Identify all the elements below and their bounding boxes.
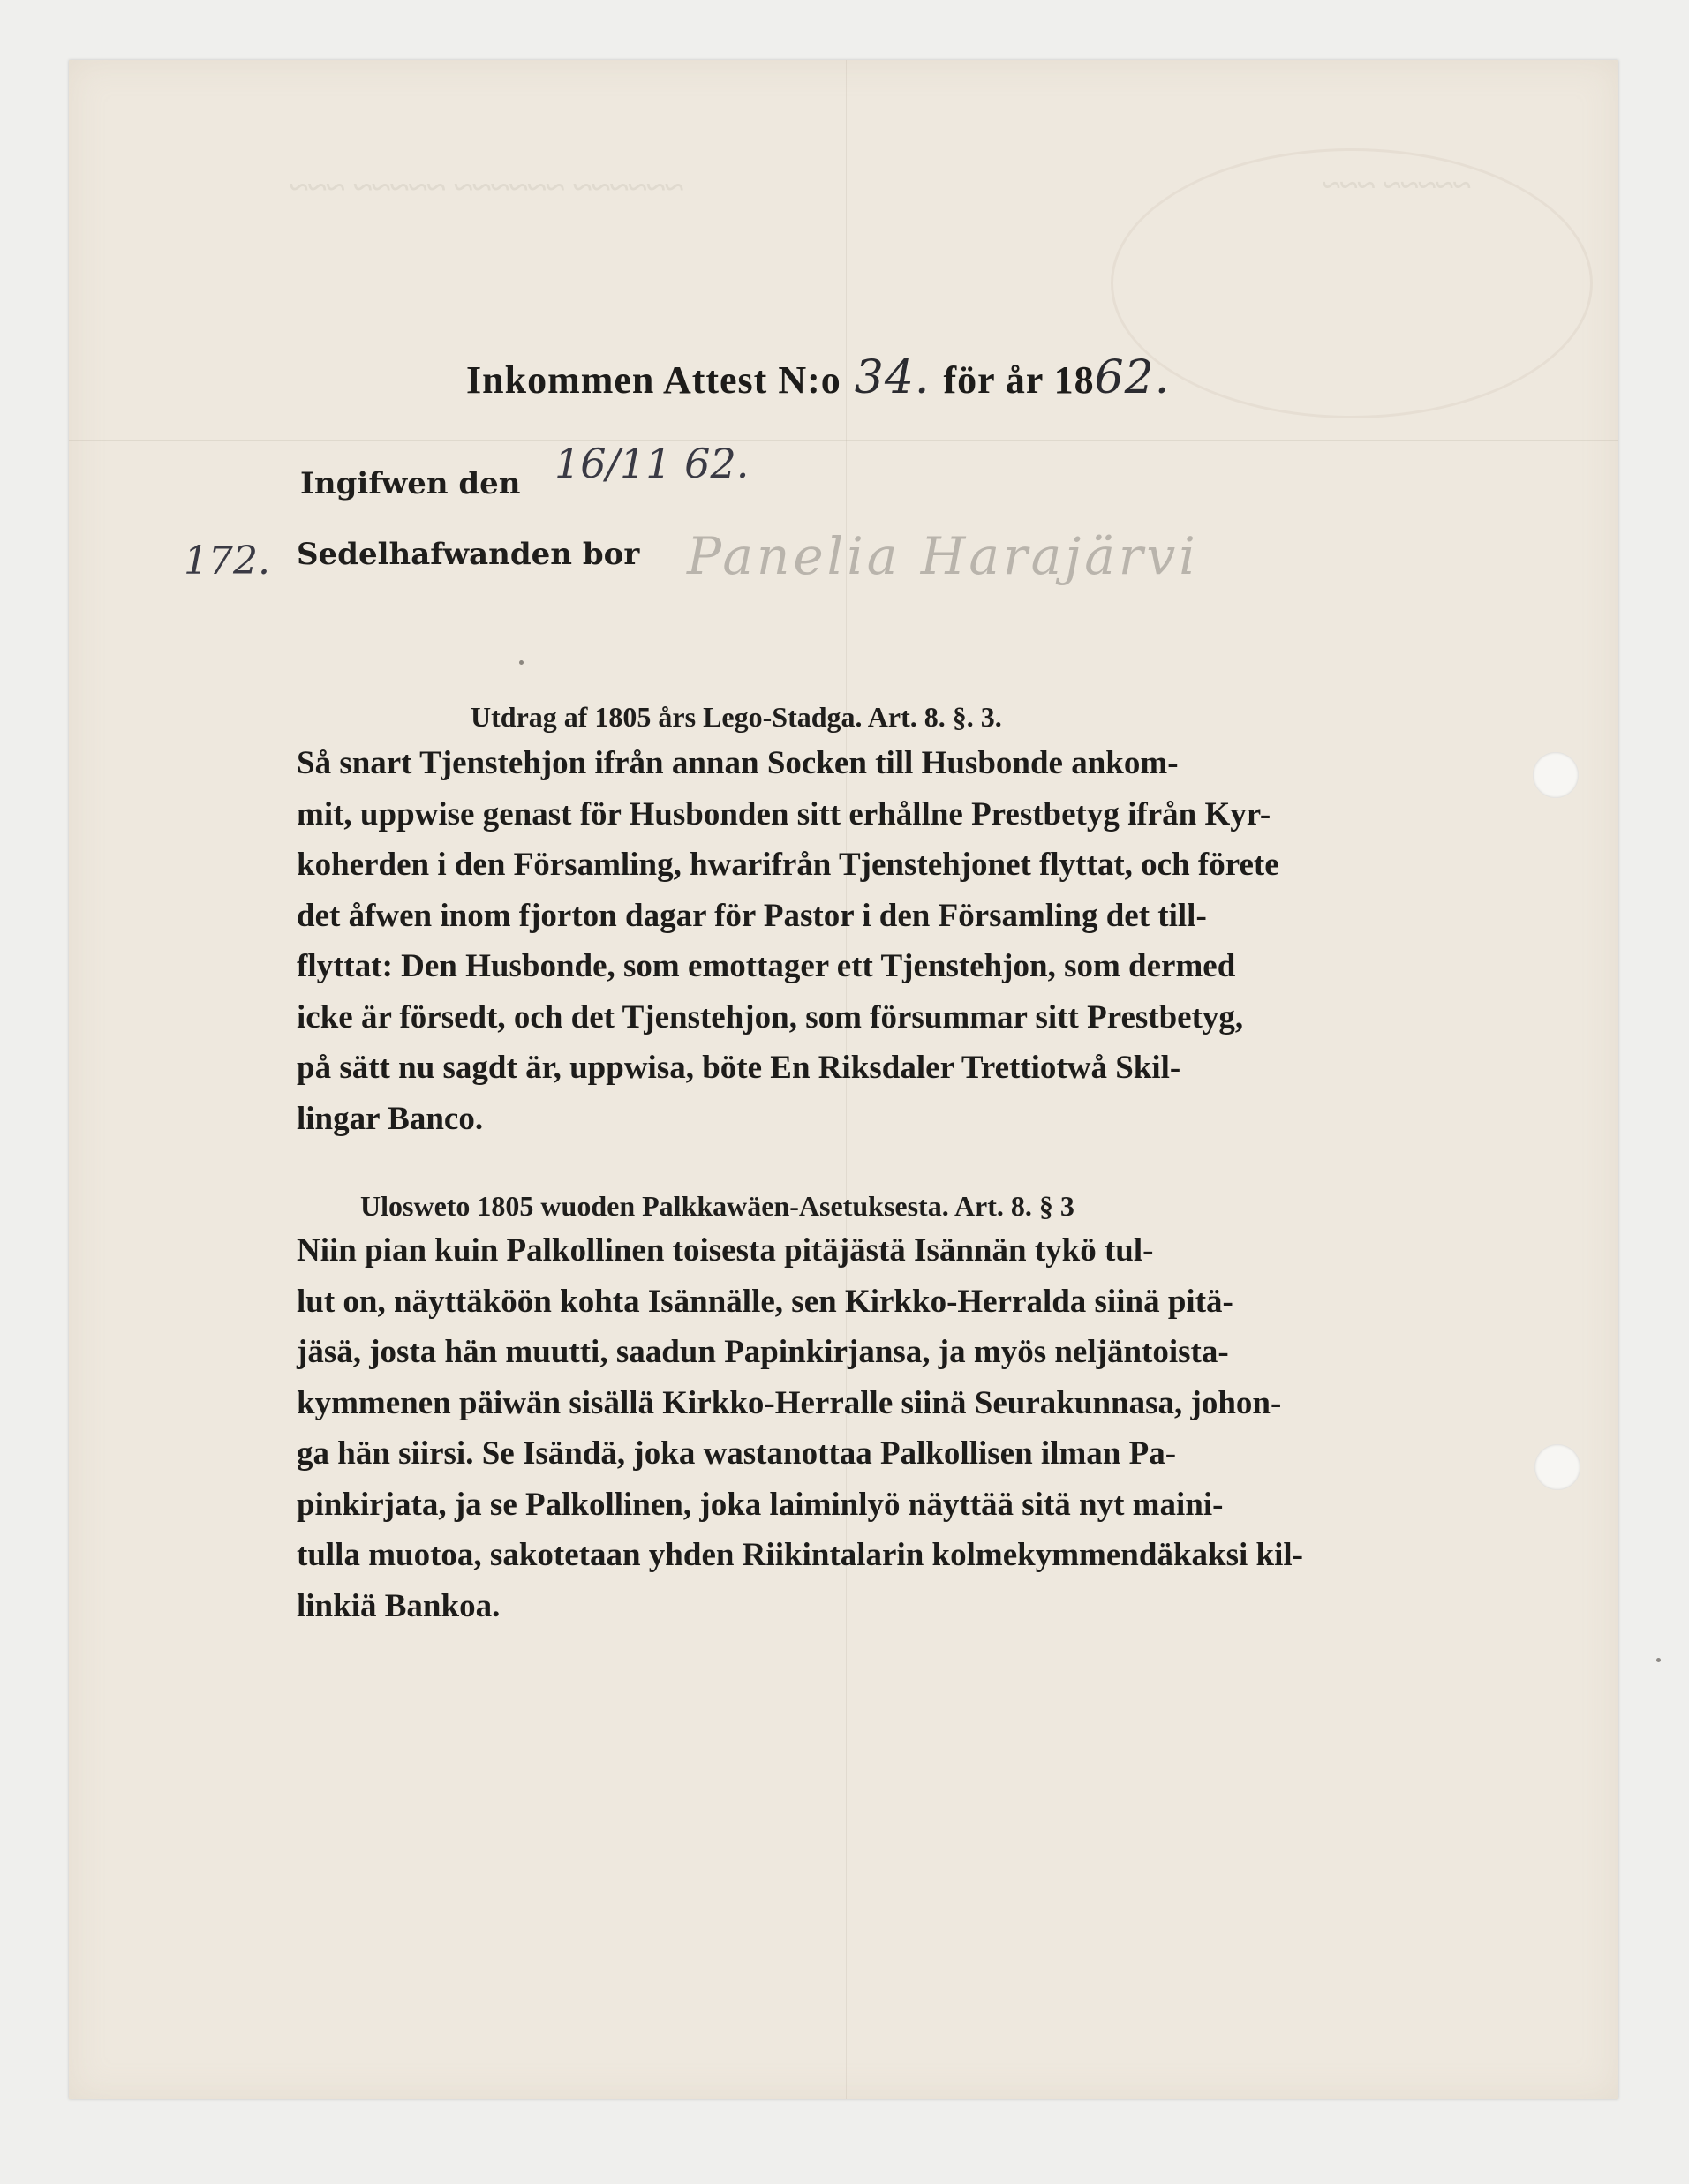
text-line: koherden i den Församling, hwarifrån Tjenstehjonet flyttat, och förete (297, 847, 1279, 883)
text-line: mit, uppwise genast för Husbonden sitt erhållne Prestbetyg ifrån Kyr- (297, 795, 1271, 832)
text-line: Så snart Tjenstehjon ifrån annan Socken till Husbonde ankom- (297, 745, 1179, 781)
text-line: pinkirjata, ja se Palkollinen, joka laiminlyö näyttää sitä nyt maini- (297, 1486, 1224, 1523)
text-line: kymmenen päiwän sisällä Kirkko-Herralle siinä Seurakunnasa, johon- (297, 1384, 1282, 1421)
text-line: ga hän siirsi. Se Isändä, joka wastanottaa Palkollisen ilman Pa- (297, 1435, 1177, 1472)
swedish-extract-body (297, 738, 1279, 1144)
text-line: tulla muotoa, sakotetaan yhden Riikintalarin kolmekymmendäkaksi kil- (297, 1537, 1303, 1573)
swedish-extract-heading: Utdrag af 1805 års Lego-Stadga. Art. 8. §. 3. (471, 701, 1002, 733)
ingifwen-date-handwritten: 16/11 62. (554, 440, 750, 487)
finnish-extract-heading: Ulosweto 1805 wuoden Palkkawäen-Asetuksesta. Art. 8. § 3 (360, 1190, 1074, 1222)
text-line: Niin pian kuin Palkollinen toisesta pitäjästä Isännän tykö tul- (297, 1232, 1154, 1269)
ingifwen-label: Ingifwen den (300, 466, 521, 501)
bleed-through-text: ~~~~~~ ~~~~~~ ~~~~~ ~~~ (290, 167, 684, 207)
margin-number-handwritten: 172. (184, 538, 270, 584)
text-line: flyttat: Den Husbonde, som emottager ett Tjenstehjon, som dermed (297, 948, 1236, 984)
text-line: lingar Banco. (297, 1100, 484, 1137)
bleed-through-text: ~~~~~ ~~~ (1323, 167, 1471, 204)
document-sheet (69, 60, 1618, 2099)
form-title (466, 351, 1349, 404)
ink-speck (519, 660, 524, 665)
attest-number-handwritten: 34. (854, 351, 931, 404)
text-line: linkiä Bankoa. (297, 1587, 501, 1624)
ink-speck (1656, 1658, 1661, 1662)
text-line: på sätt nu sagdt är, uppwisa, böte En Riksdaler Trettiotwå Skil- (297, 1050, 1181, 1086)
fold-line-horizontal (69, 440, 1618, 441)
residence-handwritten-pencil: Panelia Harajärvi (687, 526, 1199, 586)
finnish-extract-body (297, 1225, 1303, 1631)
text-line: lut on, näyttäköön kohta Isännälle, sen Kirkko-Herralda siinä pitä- (297, 1283, 1233, 1320)
text-line: icke är försedt, och det Tjenstehjon, som försummar sitt Prestbetyg, (297, 998, 1244, 1036)
text-line: jäsä, josta hän muutti, saadun Papinkirjansa, ja myös neljäntoista- (297, 1334, 1229, 1370)
year-handwritten: 62. (1094, 351, 1171, 404)
text-line: det åfwen inom fjorton dagar för Pastor i den Församling det till- (297, 897, 1207, 934)
punch-hole (1534, 1444, 1580, 1490)
title-middle: för år 18 (943, 358, 1095, 402)
sedelhafwanden-label: Sedelhafwanden bor (297, 537, 640, 572)
punch-hole (1533, 752, 1579, 798)
title-prefix: Inkommen Attest N:o (466, 358, 841, 402)
